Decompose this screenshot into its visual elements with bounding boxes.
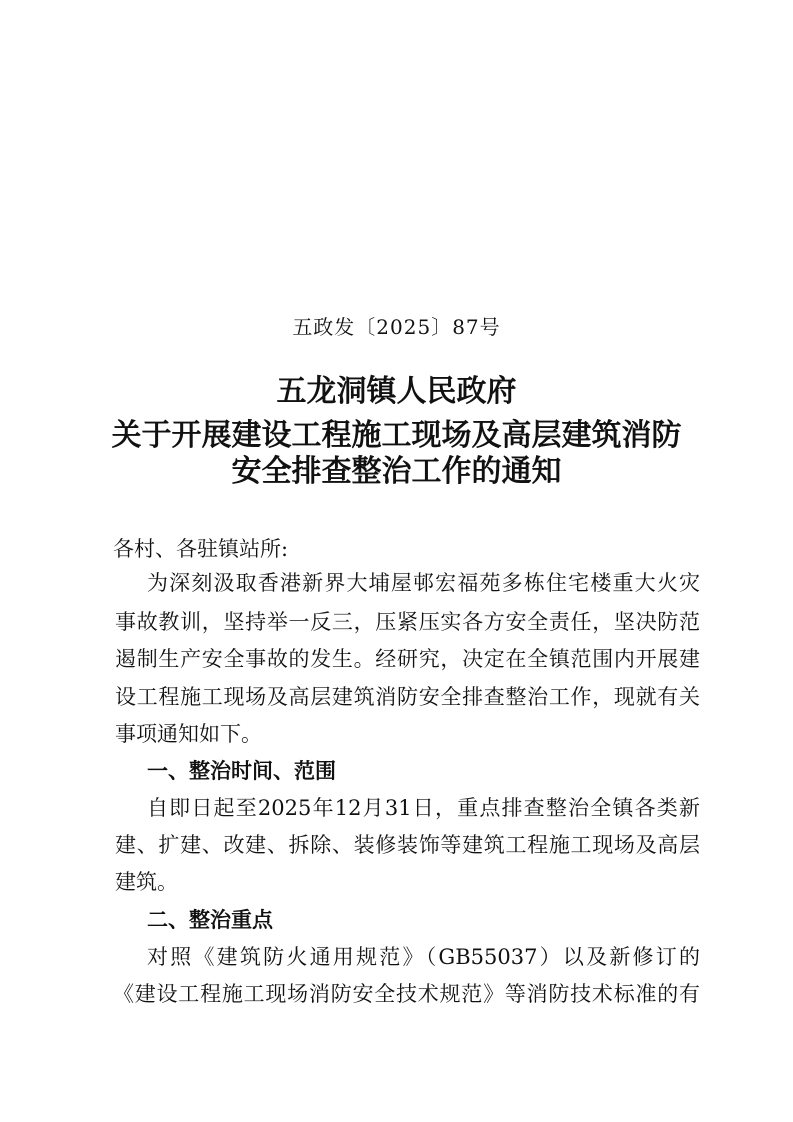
- paragraph-line: 建、扩建、改建、拆除、装修装饰等建筑工程施工现场及高层: [115, 833, 700, 857]
- section-heading: 一、整治时间、范围: [147, 759, 336, 783]
- salutation: 各村、各驻镇站所:: [113, 537, 289, 561]
- paragraph-line: 遏制生产安全事故的发生。经研究，决定在全镇范围内开展建: [115, 647, 700, 671]
- document-number: 五政发〔2025〕87号: [292, 315, 501, 339]
- title-line: 关于开展建设工程施工现场及高层建筑消防: [111, 418, 682, 453]
- paragraph-line: 建筑。: [115, 870, 178, 894]
- paragraph-line: 设工程施工现场及高层建筑消防安全排查整治工作，现就有关: [115, 685, 700, 709]
- title-line: 五龙洞镇人民政府: [276, 374, 517, 409]
- title-line: 安全排查整治工作的通知: [231, 454, 562, 489]
- paragraph-line: 事项通知如下。: [115, 722, 262, 746]
- paragraph-line: 对照《建筑防火通用规范》（GB55037）以及新修订的: [147, 945, 700, 969]
- paragraph-line: 事故教训，坚持举一反三，压紧压实各方安全责任，坚决防范: [115, 610, 700, 634]
- paragraph-line: 为深刻汲取香港新界大埔屋邨宏福苑多栋住宅楼重大火灾: [147, 571, 700, 595]
- paragraph-line: 自即日起至2025年12月31日，重点排查整治全镇各类新: [147, 796, 700, 820]
- section-heading: 二、整治重点: [147, 908, 273, 932]
- paragraph-line: 《建设工程施工现场消防安全技术规范》等消防技术标准的有: [113, 982, 700, 1006]
